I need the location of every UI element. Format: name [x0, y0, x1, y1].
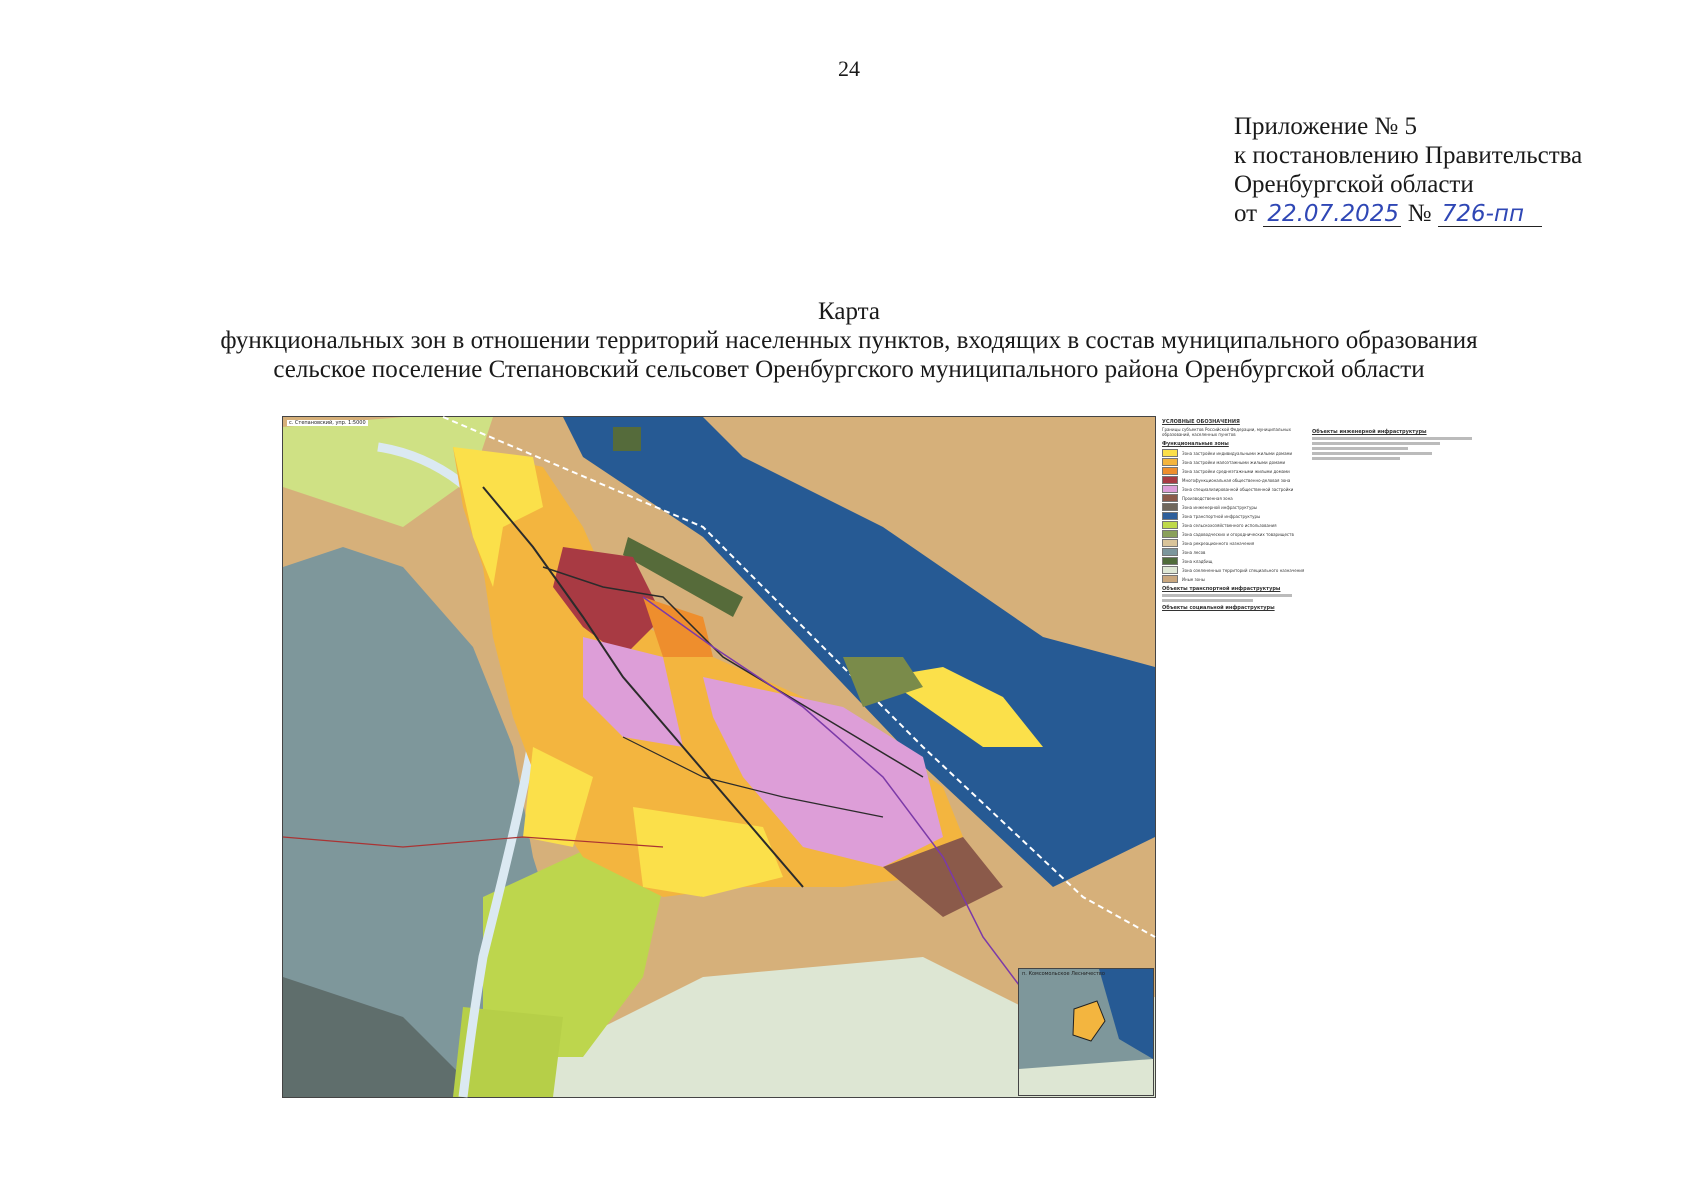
map-legend [1162, 416, 1305, 613]
map-legend-2 [1312, 426, 1472, 462]
legend-swatch [1162, 485, 1178, 493]
legend-swatch [1162, 521, 1178, 529]
legend-swatch [1162, 530, 1178, 538]
legend-boundaries-section: Границы субъектов Российской Федерации, муниципальных образований, населенных пунктов [1162, 427, 1291, 437]
legend-zone-label: Зона садоводческих и огороднических товариществ [1182, 531, 1294, 537]
legend-swatch [1162, 557, 1178, 565]
legend-zone-item [1162, 557, 1292, 565]
inset-drawing [1019, 969, 1153, 1095]
legend-zone-label: Зона озелененных территорий специального назначения [1182, 567, 1305, 573]
legend-zone-item [1162, 449, 1292, 457]
legend-zone-label: Зона застройки индивидуальными жилыми домами [1182, 450, 1293, 456]
map-caption: с. Степановский, упр. 1:5000 [289, 420, 366, 426]
legend-zone-label: Зона кладбищ [1182, 558, 1213, 564]
appendix-date-line [1234, 199, 1582, 228]
legend-swatch [1162, 449, 1178, 457]
legend-rule [1312, 452, 1432, 455]
legend-rule [1312, 457, 1400, 460]
legend-zone-item [1162, 485, 1292, 493]
legend-zone-label: Зона инженерной инфраструктуры [1182, 504, 1258, 510]
legend-social-section: Объекты социальной инфраструктуры [1162, 605, 1275, 611]
legend-zone-label: Иные зоны [1182, 576, 1205, 582]
date-prefix: от [1234, 200, 1258, 227]
legend-zone-item [1162, 494, 1292, 502]
legend-zone-item [1162, 467, 1292, 475]
legend-zone-label: Зона рекреационного назначения [1182, 540, 1255, 546]
legend-zone-item [1162, 521, 1292, 529]
legend-zone-item [1162, 539, 1292, 547]
legend-zone-item [1162, 458, 1292, 466]
appendix-block [1234, 112, 1582, 228]
legend-swatch [1162, 467, 1178, 475]
page-number: 24 [838, 56, 860, 81]
zone-cemetery [613, 427, 641, 451]
legend-swatch [1162, 575, 1178, 583]
legend-zone-item [1162, 530, 1292, 538]
legend-zone-item [1162, 548, 1292, 556]
legend-swatch [1162, 566, 1178, 574]
legend-rule [1312, 437, 1472, 440]
appendix-line-2: к постановлению Правительства [1234, 142, 1583, 169]
legend-swatch [1162, 494, 1178, 502]
legend-zone-list [1162, 449, 1305, 583]
number-prefix: № [1407, 200, 1432, 227]
legend-transport-section: Объекты транспортной инфраструктуры [1162, 586, 1281, 592]
legend-zone-item [1162, 503, 1292, 511]
legend-zone-item [1162, 575, 1292, 583]
legend-zone-label: Зона специализированной общественной застройки [1182, 486, 1294, 492]
legend-swatch [1162, 476, 1178, 484]
legend-zone-label: Многофункциональная общественно-деловая зона [1182, 477, 1291, 483]
document-title [0, 297, 1698, 384]
appendix-line-1: Приложение № 5 [1234, 113, 1418, 140]
legend-zone-label: Зона застройки малоэтажными жилыми домами [1182, 459, 1286, 465]
number-handwritten: 726-пп [1438, 202, 1542, 227]
legend-rule [1162, 599, 1253, 602]
legend-title: УСЛОВНЫЕ ОБОЗНАЧЕНИЯ [1162, 419, 1240, 425]
legend-zone-label: Зона транспортной инфраструктуры [1182, 513, 1261, 519]
title-line-1: Карта [818, 298, 880, 325]
legend-swatch [1162, 503, 1178, 511]
legend-engineering-section: Объекты инженерной инфраструктуры [1312, 429, 1427, 435]
legend-swatch [1162, 458, 1178, 466]
legend-rule [1312, 442, 1440, 445]
legend-swatch [1162, 539, 1178, 547]
legend-zone-item [1162, 512, 1292, 520]
title-line-3: сельское поселение Степановский сельсовет Оренбургского муниципального района Оренбургской области [273, 356, 1425, 383]
inset-label: п. Комсомольское Лесничество [1022, 971, 1105, 977]
appendix-line-3: Оренбургской области [1234, 171, 1474, 198]
legend-rule [1162, 594, 1292, 597]
legend-zones-section: Функциональные зоны [1162, 441, 1229, 447]
title-line-2: функциональных зон в отношении территорий населенных пунктов, входящих в состав муниципального образования [220, 327, 1478, 354]
legend-zone-item [1162, 566, 1305, 574]
legend-swatch [1162, 512, 1178, 520]
date-handwritten: 22.07.2025 [1263, 202, 1401, 227]
legend-swatch [1162, 548, 1178, 556]
legend-zone-label: Зона застройки среднеэтажными жилыми домами [1182, 468, 1290, 474]
legend-zone-item [1162, 476, 1292, 484]
legend-zone-label: Зона лесов [1182, 549, 1206, 555]
legend-zone-label: Зона сельскохозяйственного использования [1182, 522, 1277, 528]
legend-zone-label: Производственная зона [1182, 495, 1233, 501]
legend-rule [1312, 447, 1408, 450]
inset-map [1018, 968, 1154, 1096]
